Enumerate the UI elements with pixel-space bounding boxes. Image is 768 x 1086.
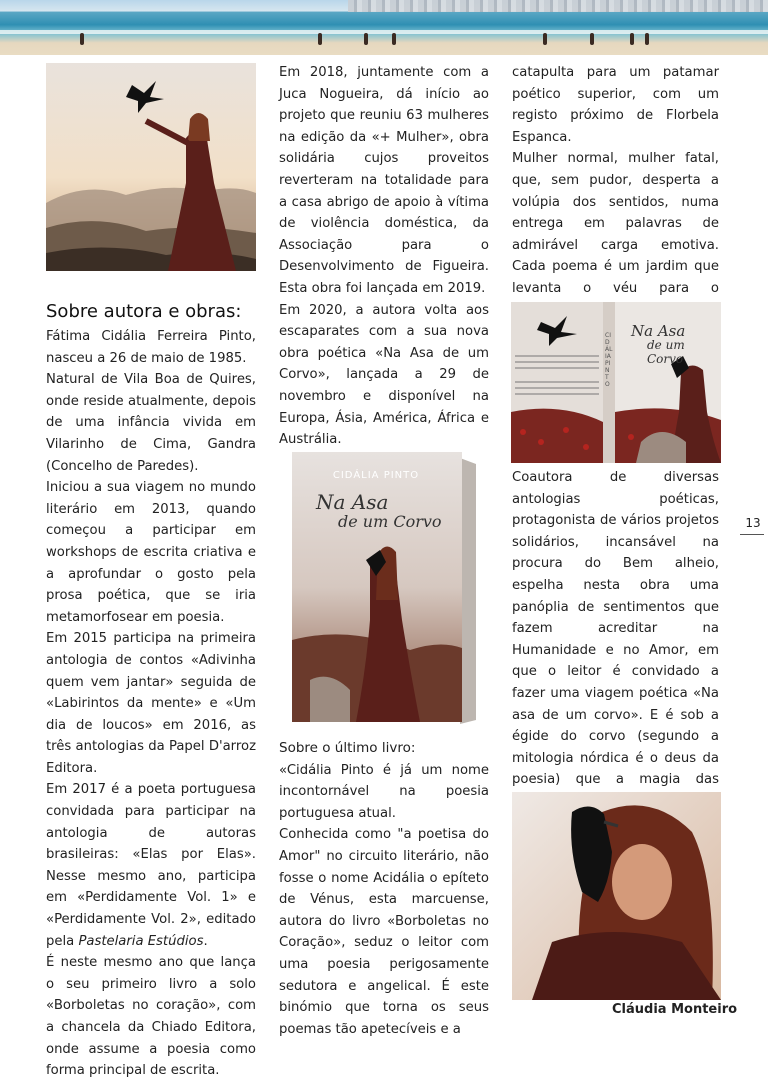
photo-caption: Cláudia Monteiro — [612, 1002, 738, 1017]
paragraph: Conhecida como "a poetisa do Amor" no circuito literário, não fosse o nome Acidália o epíteto de Vénus, esta marcuense, autora do livro «Borboletas no Coração», seduz o leitor com uma poesia perigosamente sedutora e angelical. É este binómio que torna os seus poemas tão apetecíveis e a — [279, 827, 489, 1037]
beach-person — [80, 33, 84, 45]
page-number: 13 — [745, 516, 761, 530]
spread-title-line1: Na Asa — [631, 322, 686, 340]
beach-person — [630, 33, 634, 45]
wave-foam — [0, 30, 768, 34]
book-title-line2: de um Corvo — [338, 512, 442, 531]
column-3-lower — [512, 467, 719, 813]
book-author-text: CIDÁLIA PINTO — [332, 470, 420, 481]
page-number-rule — [740, 534, 764, 535]
punctuation: . — [203, 933, 208, 949]
column-1 — [46, 300, 256, 1082]
book-cover-3d — [290, 450, 478, 725]
paragraph: «Cidália Pinto é já um nome incontornável na poesia portuguesa atual. — [279, 762, 489, 821]
paragraph: Mulher normal, mulher fatal, que, sem pudor, desperta a volúpia dos sentidos, numa entrega em palavras de admirável carga emotiva. Cada poema é um jardim que levanta o véu para o — [512, 151, 719, 296]
paragraph: É neste mesmo ano que lança o seu primeiro livro a solo «Borboletas no coração», com a chancela da Chiado Editora, onde assume a poesia como forma principal de escrita. — [46, 955, 256, 1079]
beach-person — [318, 33, 322, 45]
publisher-name: Pastelaria Estúdios — [78, 933, 204, 949]
paragraph: Iniciou a sua viagem no mundo literário em 2013, quando começou a participar em workshops de escrita criativa e a aprofundar o gosto pela prosa poética, que se iria metamorfosear em poesia. — [46, 480, 256, 625]
beach-person — [392, 33, 396, 45]
city-skyline — [348, 0, 768, 12]
beach-banner-photo — [0, 0, 768, 55]
paragraph — [46, 779, 256, 952]
author-photo-portrait — [512, 792, 721, 1000]
subheading: Sobre o último livro: — [279, 740, 416, 756]
paragraph: Em 2020, a autora volta aos escaparates com a sua nova obra poética «Na Asa de um Corvo», lançada a 29 de novembro e disponível na Europa, Ásia, América, África e Austrália. — [279, 302, 489, 448]
book-cover-spread — [511, 302, 721, 463]
paragraph: Coautora de diversas antologias poéticas, protagonista de vários projetos solidários, incansável na procura do Bem alheio, espelha nesta obra uma panóplia de sentimentos que fazem acreditar na Humanidade e no Amor, em que o leitor é convidado a fazer uma viagem poética «Na asa de um corvo». E é sob a égide do corvo (segundo a mitologia nórdica é o deus da poesia) que a magia das — [512, 470, 719, 788]
column-2 — [279, 62, 489, 451]
book-title-line1: Na Asa — [316, 490, 389, 514]
beach-person — [364, 33, 368, 45]
author-photo-raven — [46, 63, 256, 271]
section-heading: Sobre autora e obras: — [46, 301, 242, 322]
beach-person — [543, 33, 547, 45]
spread-title-line2: de um Corvo — [647, 338, 685, 366]
paragraph: Em 2015 participa na primeira antologia de contos «Adivinha quem vem jantar» seguida de «Labirintos da mente» e «Um dia de loucos» em 2016, as três antologias da Papel D'arroz Editora. — [46, 631, 256, 776]
paragraph: Natural de Vila Boa de Quires, onde reside atualmente, depois de uma infância vivida em Vilarinho de Cima, Gandra (Concelho de Paredes). — [46, 372, 256, 474]
paragraph: Fátima Cidália Ferreira Pinto, nasceu a 26 de maio de 1985. — [46, 329, 256, 366]
beach-person — [645, 33, 649, 45]
beach-person — [590, 33, 594, 45]
column-2-lower — [279, 738, 489, 1040]
column-3 — [512, 62, 719, 321]
paragraph: Em 2018, juntamente com a Juca Nogueira, dá início ao projeto que reuniu 63 mulheres na edição da «+ Mulher», obra solidária cujos proveitos reverteram na totalidade para a casa abrigo de apoio à vítima de violência doméstica, da Associação para o Desenvolvimento de Figueira. Esta obra foi lançada em 2019. — [279, 65, 489, 296]
paragraph-text: Em 2017 é a poeta portuguesa convidada para participar na antologia de autoras brasileiras: «Elas por Elas». Nesse mesmo ano, participa em «Perdidamente Vol. 1» e «Perdidamente Vol. 2», editado pela — [46, 782, 256, 949]
paragraph: catapulta para um patamar poético superior, com um registo próximo de Florbela Espanca. — [512, 65, 719, 145]
spine-text: CIDÁLIA PINTO — [605, 332, 613, 388]
